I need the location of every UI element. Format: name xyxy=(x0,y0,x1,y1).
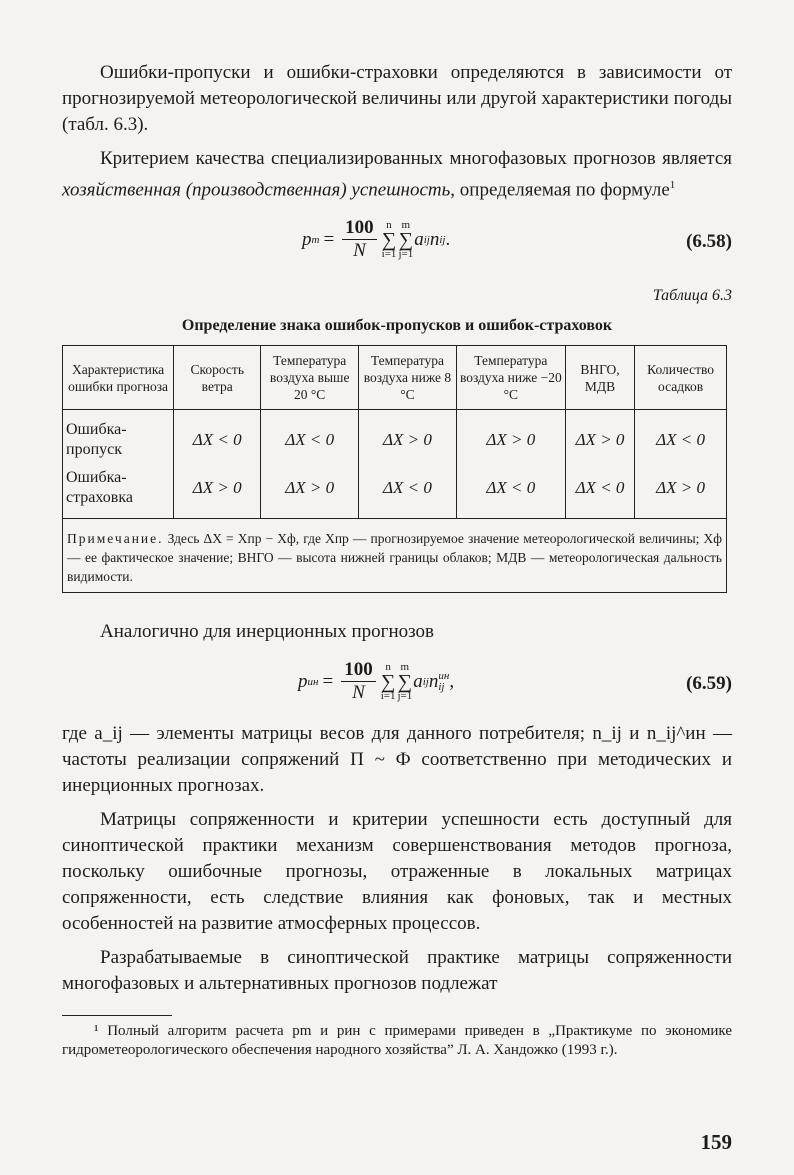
table-cell: ΔX < 0 xyxy=(565,464,634,519)
sum-symbol: m ∑ j=1 xyxy=(397,660,413,702)
footnote-divider xyxy=(62,1015,172,1016)
formula-number: (6.58) xyxy=(686,231,732,253)
sum-symbol: n ∑ i=1 xyxy=(380,660,396,702)
row-header: Ошибка-страховка xyxy=(63,464,174,519)
table-row xyxy=(63,464,727,519)
formula-6-59: p ин = $\frac{100}{N}$ n ∑ i=1 m ∑ j=1 a ij n ин ij , (6.59) xyxy=(298,659,732,704)
table-cell: ΔX > 0 xyxy=(174,464,261,519)
formula-6-58: p m = $\frac{100}{N}$ n ∑ i=1 m ∑ j=1 a ij n ij . (6.58) xyxy=(302,217,732,262)
table-cell: ΔX < 0 xyxy=(174,410,261,465)
header-cell: Температура воздуха ниже −20 °C xyxy=(456,346,565,410)
paragraph-2-end: , определяемая по формуле xyxy=(450,179,670,201)
header-cell: Температура воздуха ниже 8 °C xyxy=(359,346,457,410)
table-title: Определение знака ошибок-пропусков и ошибок-страховок xyxy=(181,317,613,335)
paragraph-5: Матрицы сопряженности и критерии успешности есть доступный для синоптической практики механизм совершенствования методов прогноза, поскольку ошибочные прогнозы, отраженные в локальных матрицах сопряженности, есть следствие влияния как фоновых, так и местных особенностей на развитие атмосферных процессов. xyxy=(62,809,732,935)
header-cell: Температура воздуха выше 20 °C xyxy=(261,346,359,410)
table-cell: ΔX > 0 xyxy=(359,410,457,465)
sum-symbol: m ∑ j=1 xyxy=(398,218,414,260)
table-row xyxy=(63,410,727,465)
note-label: Примечание. xyxy=(67,531,164,547)
table-cell: ΔX < 0 xyxy=(359,464,457,519)
sum-symbol: n ∑ i=1 xyxy=(381,218,397,260)
table-cell: ΔX > 0 xyxy=(456,410,565,465)
note-text: Здесь ΔX = Xпр − Xф, где Xпр — прогнозируемое значение метеорологической величины; Xф — ее фактическое значение; ВНГО — высота нижней границы облаков; МДВ — метеорологическая дальность видимости. xyxy=(67,531,722,585)
footnote-mark: 1 xyxy=(669,179,676,191)
paragraph-6: Разрабатываемые в синоптической практике матрицы сопряженности многофазовых и альтернативных прогнозов подлежат xyxy=(62,947,732,995)
footnote: ¹ Полный алгоритм расчета pm и pин с примерами приведен в „Практикуме по экономике гидрометеорологического обеспечения народного хозяйства” Л. А. Хандожко (1993 г.). xyxy=(62,1023,732,1059)
table-cell: ΔX < 0 xyxy=(456,464,565,519)
table-cell: ΔX < 0 xyxy=(261,410,359,465)
row-header: Ошибка-пропуск xyxy=(63,410,174,465)
header-cell: Характеристика ошибки прогноза xyxy=(63,346,174,410)
fraction: $\frac{100}{N}$ xyxy=(342,217,377,262)
paragraph-2-italic: хозяйственная (производственная) успешность xyxy=(62,179,451,201)
fraction: $\frac{100}{N}$ xyxy=(341,659,376,704)
table-caption: Таблица 6.3 xyxy=(652,287,732,305)
paragraph-3: Аналогично для инерционных прогнозов xyxy=(100,621,434,643)
paragraph-4: где a_ij — элементы матрицы весов для данного потребителя; n_ij и n_ij^ин — частоты реализации сопряжений П ~ Ф соответственно при методических и инерционных прогнозах. xyxy=(62,723,732,797)
page-content xyxy=(62,60,732,1060)
table-note xyxy=(63,519,727,593)
page-number: 159 xyxy=(700,1130,732,1154)
formula-number: (6.59) xyxy=(686,673,732,695)
header-cell: Скорость ветра xyxy=(174,346,261,410)
sign-table xyxy=(62,345,727,593)
paragraph-2 xyxy=(62,146,732,203)
header-cell: ВНГО, МДВ xyxy=(565,346,634,410)
table-header-row xyxy=(63,346,727,410)
header-cell: Количество осадков xyxy=(635,346,727,410)
paragraph-2-start: Критерием качества специализированных многофазовых прогнозов является xyxy=(100,148,732,169)
table-cell: ΔX > 0 xyxy=(261,464,359,519)
paragraph-1: Ошибки-пропуски и ошибки-страховки определяются в зависимости от прогнозируемой метеорологической величины или другой характеристики погоды (табл. 6.3). xyxy=(62,62,732,135)
table-note-row xyxy=(63,519,727,593)
table-cell: ΔX < 0 xyxy=(635,410,727,465)
table-cell: ΔX > 0 xyxy=(635,464,727,519)
table-cell: ΔX > 0 xyxy=(565,410,634,465)
